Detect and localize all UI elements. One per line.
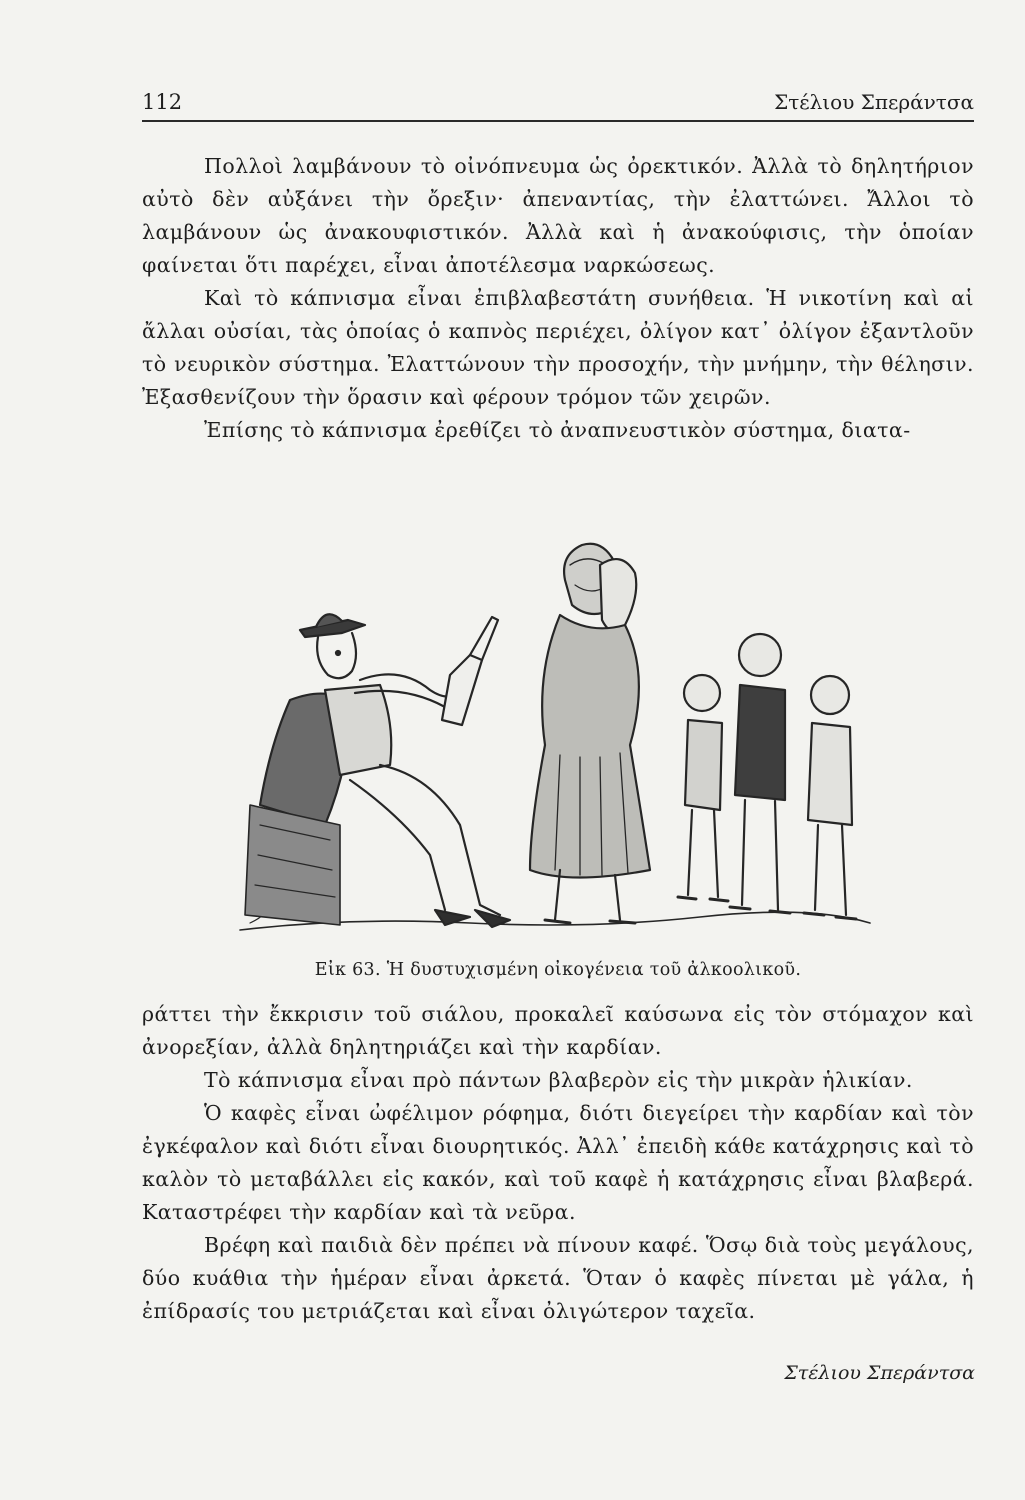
page-number: 112 [142,90,183,114]
top-text-block [142,150,974,447]
bottom-text-block [142,998,974,1328]
paragraph: Ἐπίσης τὸ κάπνισμα ἐρεθίζει τὸ ἀναπνευστικὸν σύστημα, διατα- [204,418,911,442]
author-signature: Στέλιου Σπεράντσα [784,1362,975,1384]
figure-caption: Εἰκ 63. Ἡ δυστυχισμένη οἰκογένεια τοῦ ἀλκοολικοῦ. [314,960,802,980]
paragraph: Τὸ κάπνισμα εἶναι πρὸ πάντων βλαβερὸν εἰς τὴν μικρὰν ἡλικίαν. [204,1068,913,1092]
paragraph: Ὁ καφὲς εἶναι ὠφέλιμον ρόφημα, διότι διεγείρει τὴν καρδίαν καὶ τὸν ἐγκέφαλον καὶ διότι εἶναι διουρητικός. Ἀλλ᾽ ἐπειδὴ κάθε κατάχρησις καὶ τὸ καλὸν τὸ μεταβάλλει εἰς κακόν, καὶ τοῦ καφὲ ἡ κατάχρησις εἶναι βλαβερά. Καταστρέφει τὴν καρδίαν καὶ τὰ νεῦρα. [142,1101,974,1224]
illustration-drawing [230,525,880,950]
page-header [142,86,974,122]
paragraph: Πολλοὶ λαμβάνουν τὸ οἰνόπνευμα ὡς ὀρεκτικόν. Ἀλλὰ τὸ δηλητήριον αὐτὸ δὲν αὐξάνει τὴν ὄρεξιν· ἀπεναντίας, τὴν ἐλαττώνει. Ἄλλοι τὸ λαμβάνουν ὡς ἀνακουφιστικόν. Ἀλλὰ καὶ ἡ ἀνακούφισις, τὴν ὁποίαν φαίνεται ὅτι παρέχει, εἶναι ἀποτέλεσμα ναρκώσεως. [142,154,974,277]
running-title: Στέλιου Σπεράντσα [774,90,974,114]
paragraph: ράττει τὴν ἔκκρισιν τοῦ σιάλου, προκαλεῖ καύσωνα εἰς τὸν στόμαχον καὶ ἀνορεξίαν, ἀλλὰ δηλητηριάζει καὶ τὴν καρδίαν. [142,1002,974,1059]
paragraph: Καὶ τὸ κάπνισμα εἶναι ἐπιβλαβεστάτη συνήθεια. Ἡ νικοτίνη καὶ αἱ ἄλλαι οὐσίαι, τὰς ὁποίας ὁ καπνὸς περιέχει, ὀλίγον κατ᾽ ὀλίγον ἐξαντλοῦν τὸ νευρικὸν σύστημα. Ἐλαττώνουν τὴν προσοχήν, τὴν μνήμην, τὴν θέλησιν. Ἐξασθενίζουν τὴν ὅρασιν καὶ φέρουν τρόμον τῶν χειρῶν. [142,286,974,409]
illustration-alcoholic-family [230,525,880,950]
paragraph: Βρέφη καὶ παιδιὰ δὲν πρέπει νὰ πίνουν καφέ. Ὅσῳ διὰ τοὺς μεγάλους, δύο κυάθια τὴν ἡμέραν εἶναι ἀρκετά. Ὅταν ὁ καφὲς πίνεται μὲ γάλα, ἡ ἐπίδρασίς του μετριάζεται καὶ εἶναι ὀλιγώτερον ταχεῖα. [142,1233,974,1323]
